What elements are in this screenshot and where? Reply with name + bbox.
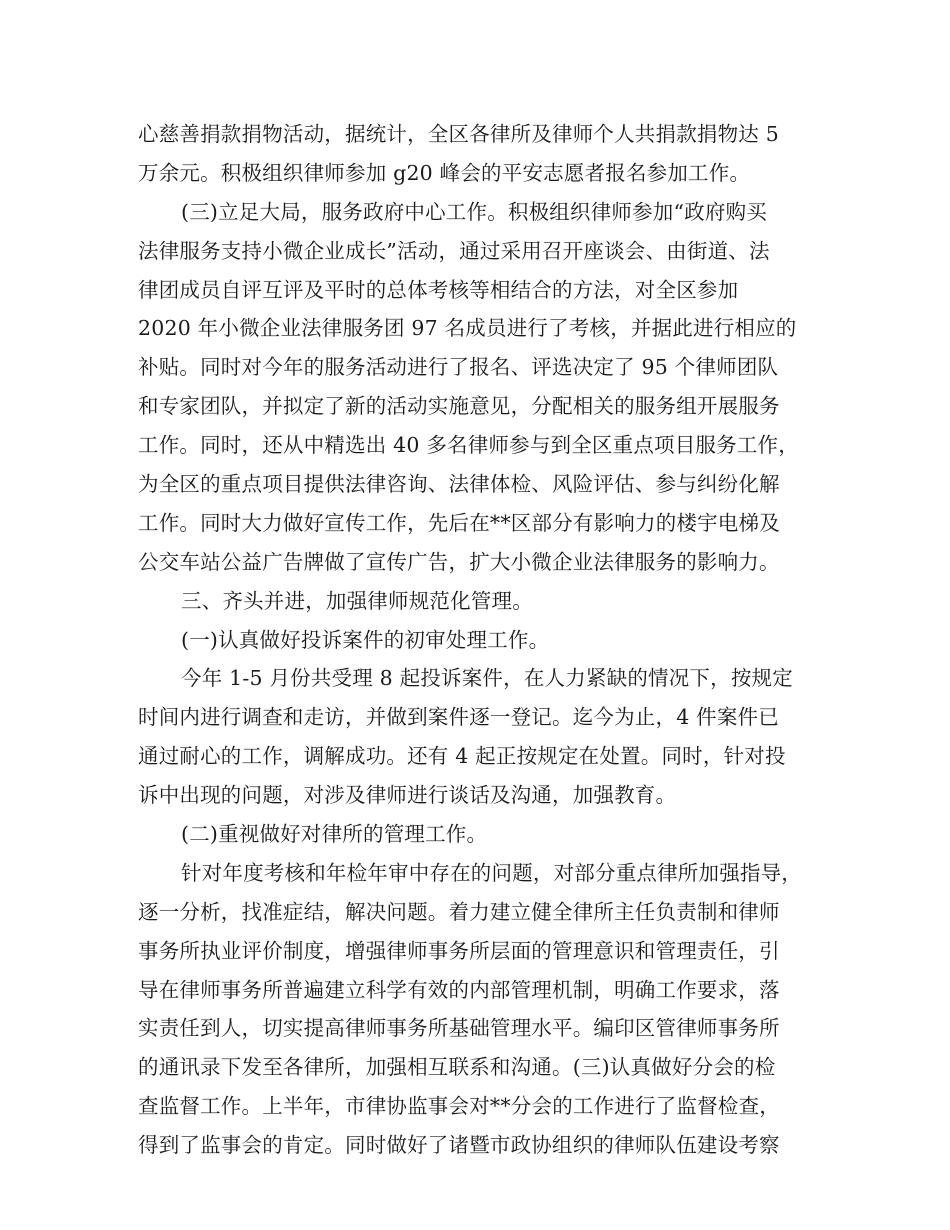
text-line: 工作。同时，还从中精选出 40 多名律师参与到全区重点项目服务工作，: [138, 433, 799, 458]
text-line: 通过耐心的工作，调解成功。还有 4 起正按规定在处置。同时，针对投: [138, 744, 786, 769]
text-line: 查监督工作。上半年，市律协监事会对**分会的工作进行了监督检查，: [138, 1094, 780, 1119]
text-line: 工作。同时大力做好宣传工作，先后在**区部分有影响力的楼宇电梯及: [138, 510, 780, 535]
text-line: 今年 1-5 月份共受理 8 起投诉案件，在人力紧缺的情况下，按规定: [181, 666, 793, 691]
text-line: 得到了监事会的肯定。同时做好了诸暨市政协组织的律师队伍建设考察: [138, 1133, 780, 1158]
text-line: 万余元。积极组织律师参加 g20 峰会的平安志愿者报名参加工作。: [138, 160, 751, 185]
text-line: 为全区的重点项目提供法律咨询、法律体检、风险评估、参与纠纷化解: [138, 472, 780, 497]
text-line: (三)立足大局，服务政府中心工作。积极组织律师参加“政府购买: [181, 199, 767, 224]
subsection-heading: (二)重视做好对律所的管理工作。: [181, 822, 488, 847]
text-line: 公交车站公益广告牌做了宣传广告，扩大小微企业法律服务的影响力。: [138, 549, 780, 574]
text-line: 实责任到人，切实提高律师事务所基础管理水平。编印区管律师事务所: [138, 1016, 780, 1041]
text-line: 的通讯录下发至各律所，加强相互联系和沟通。(三)认真做好分会的检: [138, 1055, 776, 1080]
text-line: 心慈善捐款捐物活动，据统计，全区各律所及律师个人共捐款捐物达 5: [138, 122, 779, 146]
text-line: 2020 年小微企业法律服务团 97 名成员进行了考核，并据此进行相应的: [138, 316, 797, 341]
text-line: 补贴。同时对今年的服务活动进行了报名、评选决定了 95 个律师团队: [138, 355, 779, 380]
text-line: 事务所执业评价制度，增强律师事务所层面的管理意识和管理责任，引: [138, 938, 780, 963]
section-heading: 三、齐头并进，加强律师规范化管理。: [181, 588, 533, 613]
text-line: 针对年度考核和年检年审中存在的问题，对部分重点律所加强指导，: [181, 860, 802, 885]
text-line: 法律服务支持小微企业成长”活动，通过采用召开座谈会、由街道、法: [138, 238, 770, 263]
text-line: 诉中出现的问题，对涉及律师进行谈话及沟通，加强教育。: [138, 783, 677, 808]
subsection-heading: (一)认真做好投诉案件的初审处理工作。: [181, 627, 550, 652]
text-line: 逐一分析，找准症结，解决问题。着力建立健全律所主任负责制和律师: [138, 899, 780, 924]
text-line: 导在律师事务所普遍建立科学有效的内部管理机制，明确工作要求，落: [138, 977, 780, 1002]
document-body: [138, 115, 813, 1165]
text-line: 和专家团队，并拟定了新的活动实施意见，分配相关的服务组开展服务: [138, 394, 780, 419]
text-line: 律团成员自评互评及平时的总体考核等相结合的方法，对全区参加: [138, 277, 739, 302]
text-line: 时间内进行调查和走访，并做到案件逐一登记。迄今为止，4 件案件已: [138, 705, 779, 730]
